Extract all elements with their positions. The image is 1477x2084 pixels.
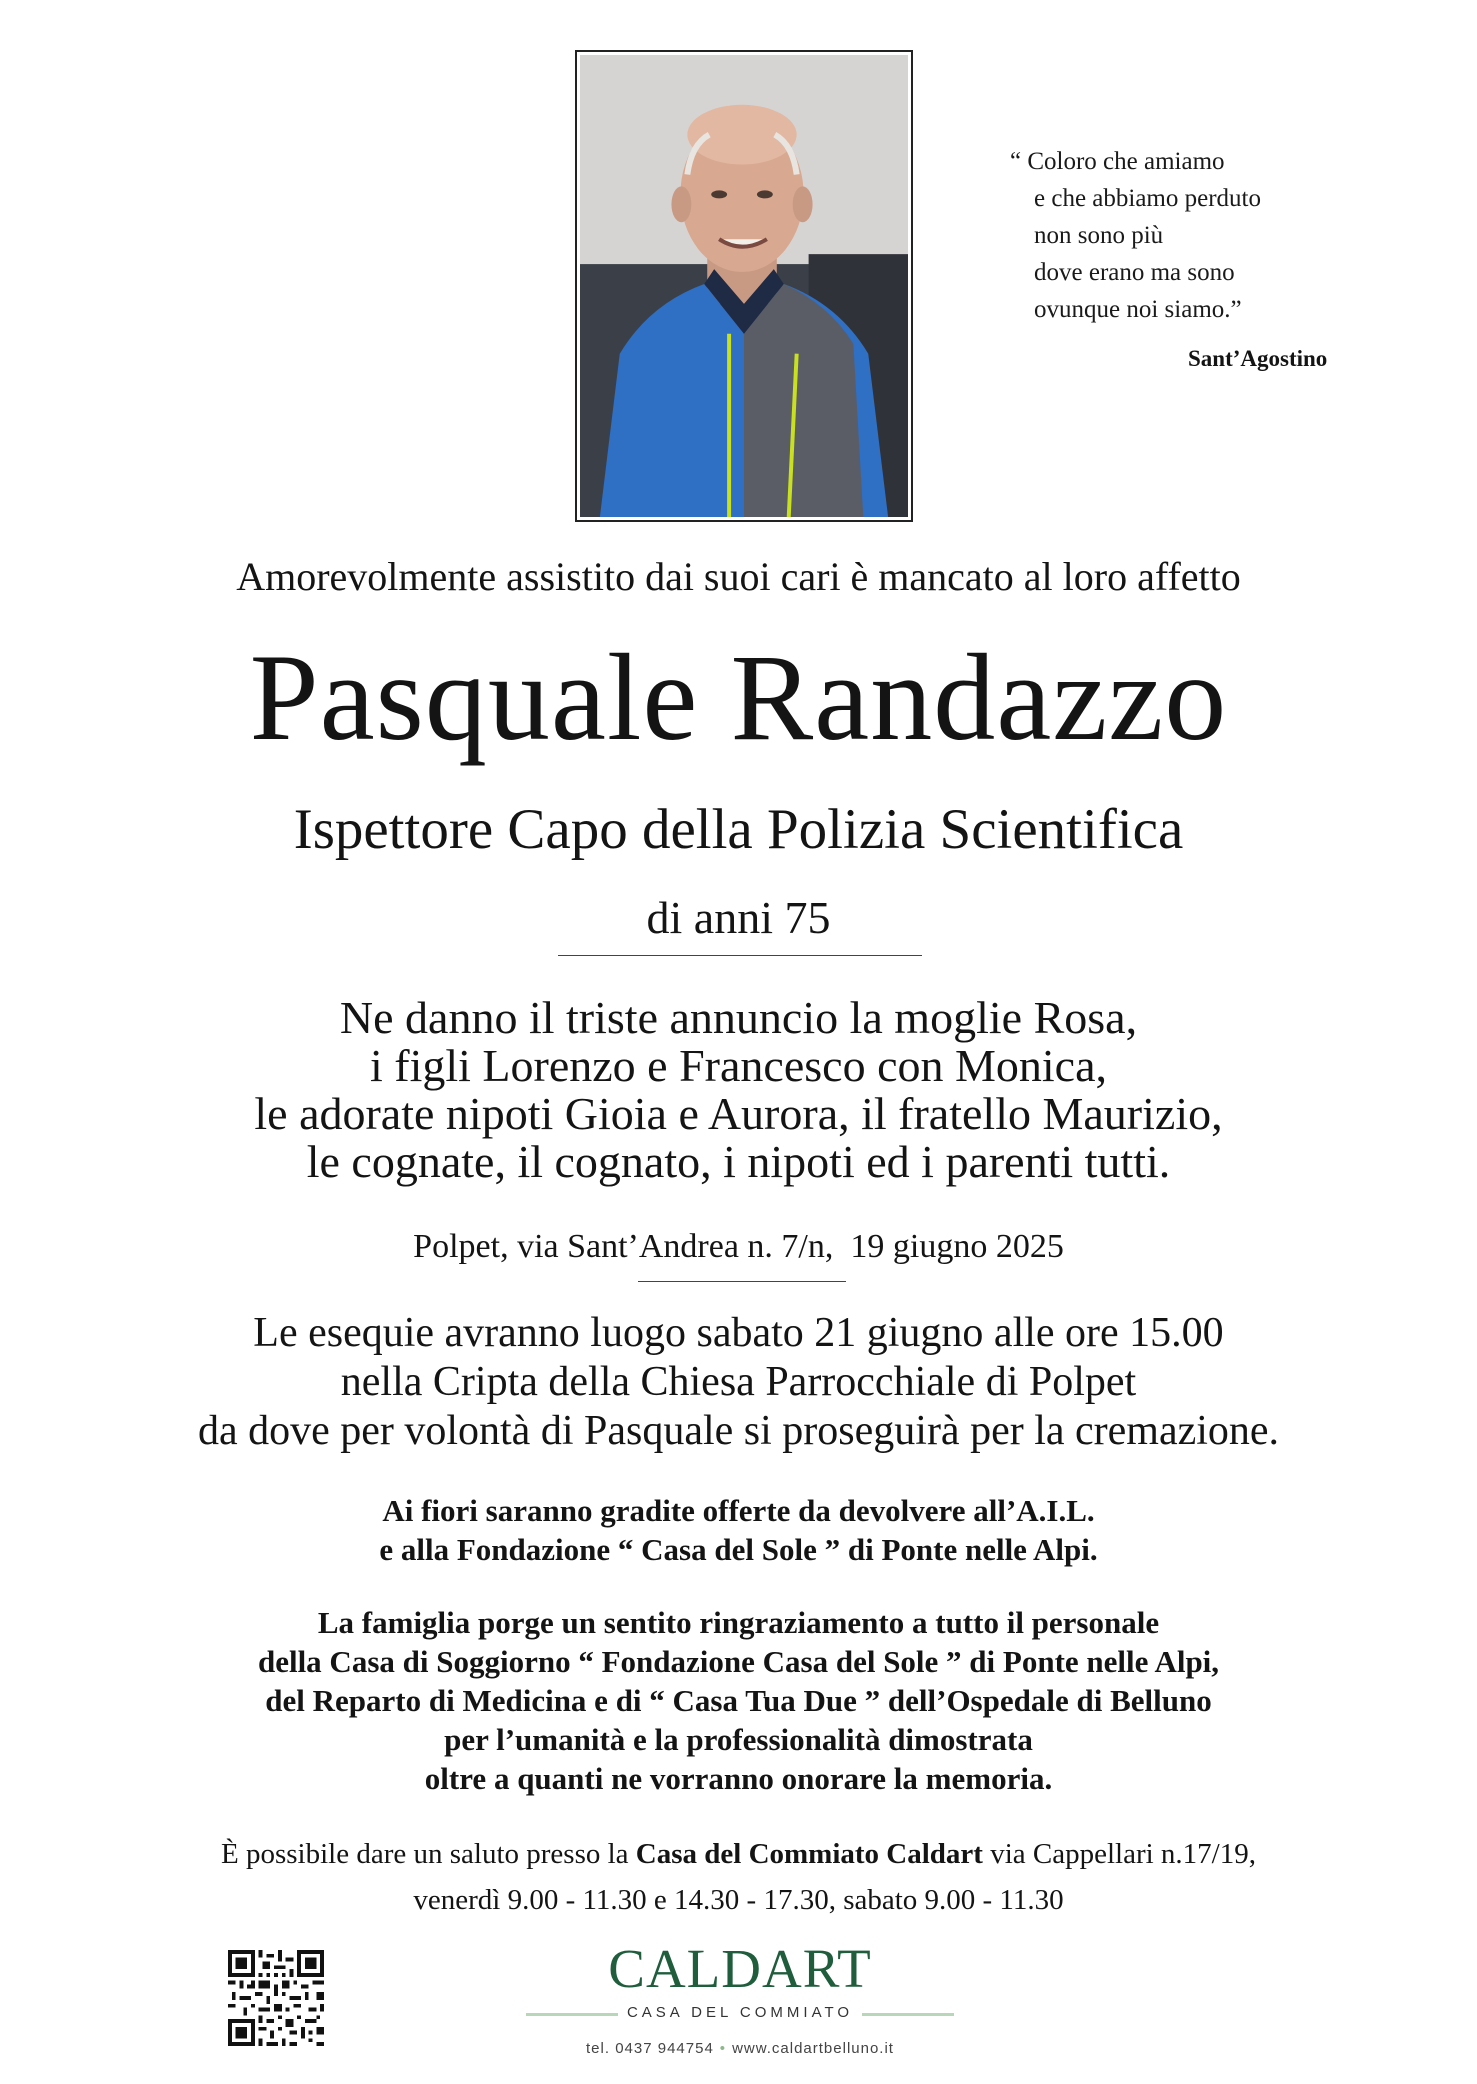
qr-code-icon — [228, 1950, 324, 2046]
thanks-note — [0, 1603, 1477, 1798]
logo-name: CALDART — [608, 1938, 872, 1999]
portrait-photo — [575, 50, 913, 522]
logo-subtitle: CASA DEL COMMIATO — [626, 2004, 854, 2021]
logo-website[interactable]: www.caldartbelluno.it — [732, 2040, 894, 2057]
logo-rule — [862, 2013, 954, 2016]
visit-suffix: via Cappellari n.17/19, — [982, 1838, 1256, 1870]
announcement-line: i figli Lorenzo e Francesco con Monica, — [369, 1040, 1107, 1091]
deceased-age: di anni 75 — [646, 892, 831, 943]
visit-hours: venerdì 9.00 - 11.30 e 14.30 - 17.30, sabato 9.00 - 11.30 — [413, 1884, 1064, 1916]
announcement-line: Ne danno il triste annuncio la moglie Rosa, — [339, 992, 1138, 1043]
thanks-line: per l’umanità e la professionalità dimostrata — [444, 1722, 1033, 1757]
announcement-line: le cognate, il cognato, i nipoti ed i parenti tutti. — [306, 1136, 1171, 1187]
quote — [1010, 143, 1350, 328]
thanks-line: La famiglia porge un sentito ringraziamento a tutto il personale — [317, 1605, 1160, 1640]
thanks-line: del Reparto di Medicina e di “ Casa Tua Due ” dell’Ospedale di Belluno — [265, 1683, 1212, 1718]
visit-info — [0, 1831, 1477, 1923]
visit-place: Casa del Commiato Caldart — [635, 1838, 983, 1870]
flowers-note — [0, 1491, 1477, 1569]
quote-line: ovunque noi siamo.” — [1034, 296, 1242, 323]
funeral-line: nella Cripta della Chiesa Parrocchiale di Polpet — [340, 1359, 1137, 1405]
funeral-line: Le esequie avranno luogo sabato 21 giugno alle ore 15.00 — [253, 1310, 1224, 1356]
place-date: Polpet, via Sant’Andrea n. 7/n, 19 giugno 2025 — [413, 1228, 1064, 1265]
caldart-logo — [520, 1940, 960, 2057]
visit-line — [0, 1831, 1477, 1877]
visit-prefix: È possibile dare un saluto presso la — [221, 1838, 636, 1870]
logo-subtitle-row — [520, 1998, 960, 2028]
funeral-line: da dove per volontà di Pasquale si proseguirà per la cremazione. — [197, 1408, 1280, 1454]
logo-separator: • — [719, 2040, 727, 2057]
announcement — [0, 994, 1477, 1186]
announcement-line: le adorate nipoti Gioia e Aurora, il fratello Maurizio, — [254, 1088, 1223, 1139]
quote-line: “ Coloro che amiamo — [1010, 148, 1225, 175]
divider — [558, 955, 922, 956]
quote-author: Sant’Agostino — [1188, 346, 1328, 371]
quote-line: e che abbiamo perduto — [1034, 185, 1261, 212]
flowers-line: e alla Fondazione “ Casa del Sole ” di Ponte nelle Alpi. — [379, 1532, 1098, 1567]
funeral-info — [0, 1309, 1477, 1456]
quote-line: dove erano ma sono — [1034, 259, 1235, 286]
logo-phone: tel. 0437 944754 — [586, 2040, 714, 2057]
quote-line: non sono più — [1034, 222, 1164, 249]
divider — [638, 1281, 846, 1282]
deceased-role: Ispettore Capo della Polizia Scientifica — [293, 798, 1184, 861]
deceased-name: Pasquale Randazzo — [249, 629, 1228, 766]
logo-rule — [526, 2013, 618, 2016]
flowers-line: Ai fiori saranno gradite offerte da devolvere all’A.I.L. — [382, 1493, 1095, 1528]
intro-text: Amorevolmente assistito dai suoi cari è mancato al loro affetto — [236, 554, 1241, 599]
thanks-line: della Casa di Soggiorno “ Fondazione Casa del Sole ” di Ponte nelle Alpi, — [257, 1644, 1220, 1679]
thanks-line: oltre a quanti ne vorranno onorare la memoria. — [424, 1761, 1053, 1796]
logo-contact — [520, 2040, 960, 2057]
